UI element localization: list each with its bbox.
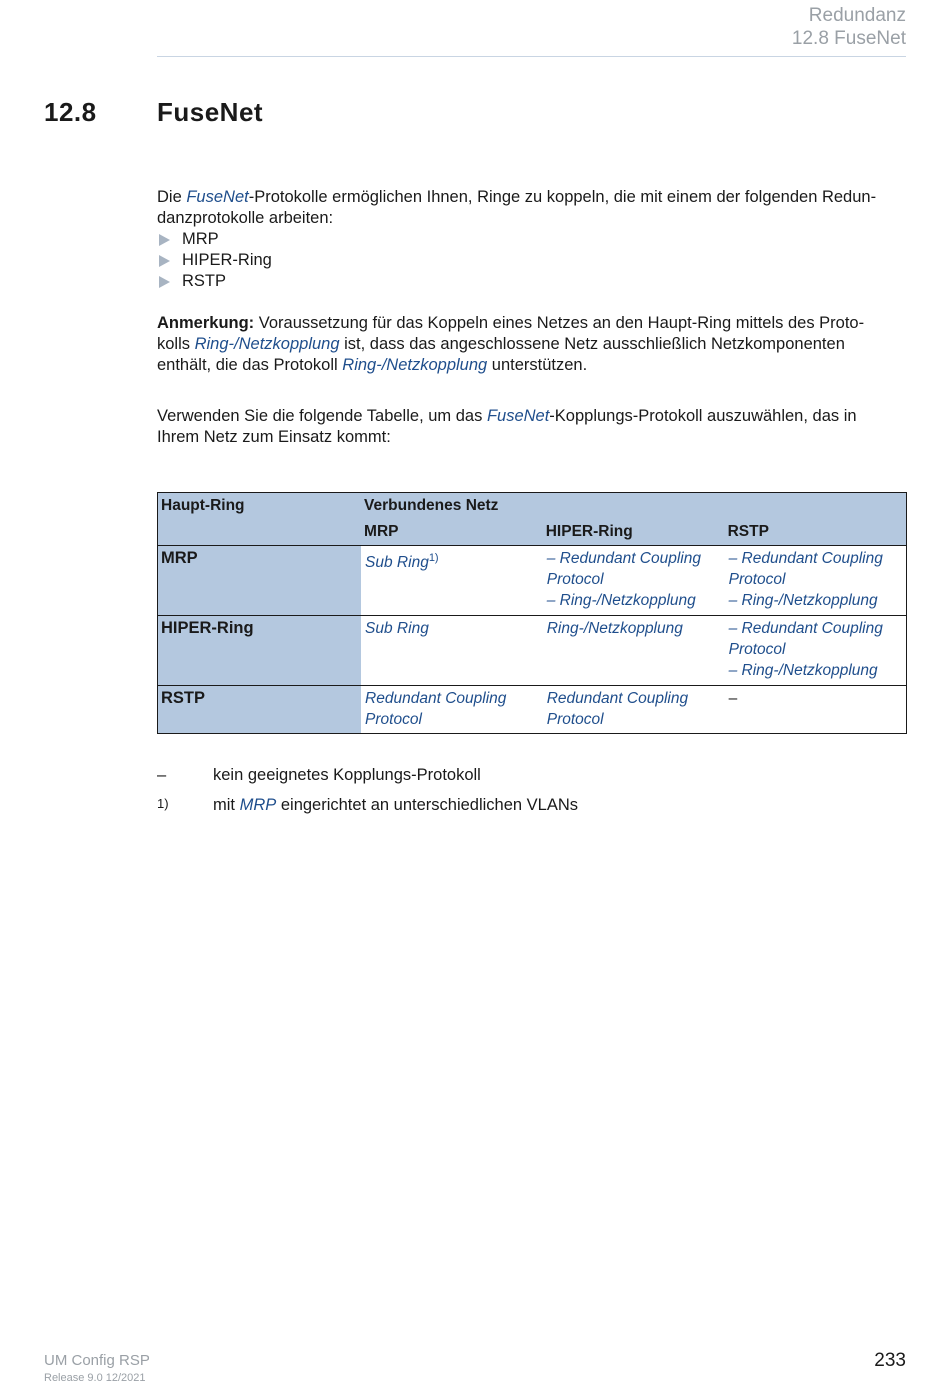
cell — [361, 686, 543, 734]
subheader-rstp: RSTP — [725, 519, 907, 546]
note-text: ist, dass das angeschlossene Netz ausschließlich Netzkomponenten — [339, 335, 845, 353]
note-text: unterstützen. — [487, 356, 588, 374]
cell-link[interactable]: Protocol — [546, 711, 604, 728]
mrp-link[interactable]: MRP — [239, 796, 277, 814]
note-text: kolls — [157, 335, 195, 353]
fusenet-link[interactable]: FuseNet — [186, 188, 249, 206]
cell-link[interactable]: Protocol — [365, 711, 422, 728]
cell — [361, 616, 543, 686]
cell-link[interactable]: Redundant Coupling — [546, 690, 689, 707]
table-row — [158, 546, 907, 616]
ring-coupling-link[interactable]: Ring-/Netzkopplung — [342, 356, 488, 374]
cell-link[interactable]: – Redundant Coupling — [728, 550, 883, 567]
triangle-bullet-icon — [159, 234, 170, 246]
cell: – — [725, 686, 907, 734]
list-item — [157, 229, 907, 250]
note-label: Anmerkung: — [157, 314, 255, 332]
legend-text: mit — [213, 796, 240, 814]
cell-link[interactable]: Sub Ring — [365, 620, 429, 637]
page-number: 233 — [874, 1350, 906, 1371]
legend-item — [157, 793, 578, 816]
cell-link[interactable]: – Ring-/Netzkopplung — [728, 662, 878, 679]
footnote-marker: 1) — [428, 552, 439, 564]
triangle-bullet-icon — [159, 276, 170, 288]
cell-link[interactable]: Protocol — [728, 571, 786, 588]
list-item — [157, 271, 907, 292]
table-intro-paragraph — [157, 406, 907, 448]
cell-link[interactable]: – Ring-/Netzkopplung — [546, 592, 696, 609]
subheader-mrp: MRP — [361, 519, 543, 546]
intro-text: -Protokolle ermöglichen Ihnen, Ringe zu koppeln, die mit einem der folgenden Redun- — [248, 188, 877, 206]
cell — [361, 546, 543, 616]
legend-text: eingerichtet an unterschiedlichen VLANs — [276, 796, 579, 814]
footer-release: Release 9.0 12/2021 — [44, 1372, 146, 1384]
legend-symbol: – — [157, 766, 167, 784]
note-paragraph — [157, 313, 907, 376]
running-header — [792, 4, 906, 50]
para-text: -Kopplungs-Protokoll auszuwählen, das in — [549, 407, 857, 425]
cell-link[interactable]: Protocol — [728, 641, 786, 658]
header-section: 12.8 FuseNet — [791, 28, 906, 49]
para-text: Ihrem Netz zum Einsatz kommt: — [157, 428, 391, 446]
list-item-label: MRP — [182, 230, 219, 248]
cell-link[interactable]: – Redundant Coupling — [728, 620, 883, 637]
cell — [725, 616, 907, 686]
para-text: Verwenden Sie die folgende Tabelle, um das — [157, 407, 487, 425]
section-number: 12.8 — [44, 97, 97, 127]
note-text: enthält, die das Protokoll — [157, 356, 343, 374]
intro-paragraph — [157, 187, 907, 292]
ring-coupling-link[interactable]: Ring-/Netzkopplung — [194, 335, 340, 353]
header-main-ring: Haupt-Ring — [158, 493, 362, 520]
header-connected-network: Verbundenes Netz — [361, 493, 906, 520]
row-label: MRP — [158, 546, 362, 616]
legend-text: kein geeignetes Kopplungs-Protokoll — [213, 766, 481, 784]
intro-text: danzprotokolle arbeiten: — [157, 209, 334, 227]
header-rule — [157, 56, 906, 57]
subheader-hiper-ring: HIPER-Ring — [543, 519, 725, 546]
coupling-table — [157, 492, 907, 734]
cell-link[interactable]: – Ring-/Netzkopplung — [728, 592, 878, 609]
list-item-label: RSTP — [182, 272, 227, 290]
legend-item — [157, 765, 481, 786]
triangle-bullet-icon — [159, 255, 170, 267]
cell-link[interactable]: – Redundant Coupling — [546, 550, 701, 567]
row-label: RSTP — [158, 686, 362, 734]
cell-link[interactable]: Protocol — [546, 571, 604, 588]
cell — [543, 616, 725, 686]
cell-link[interactable]: Ring-/Netzkopplung — [546, 620, 683, 637]
footer-doc-title: UM Config RSP — [44, 1352, 150, 1369]
header-chapter: Redundanz — [808, 5, 906, 26]
note-text: Voraussetzung für das Koppeln eines Netzes an den Haupt-Ring mittels des Proto- — [254, 314, 865, 332]
header-blank — [158, 519, 362, 546]
cell — [543, 546, 725, 616]
list-item — [157, 250, 907, 271]
legend-symbol: 1) — [157, 796, 169, 811]
list-item-label: HIPER-Ring — [182, 251, 272, 269]
table-row — [158, 686, 907, 734]
protocol-list — [157, 229, 907, 292]
cell-link[interactable]: Sub Ring — [365, 554, 429, 572]
intro-text: Die — [157, 188, 187, 206]
cell — [543, 686, 725, 734]
fusenet-link[interactable]: FuseNet — [486, 407, 550, 425]
cell-link[interactable]: Redundant Coupling — [365, 690, 507, 707]
cell — [725, 546, 907, 616]
row-label: HIPER-Ring — [158, 616, 362, 686]
section-title: FuseNet — [157, 97, 264, 127]
table-row — [158, 616, 907, 686]
